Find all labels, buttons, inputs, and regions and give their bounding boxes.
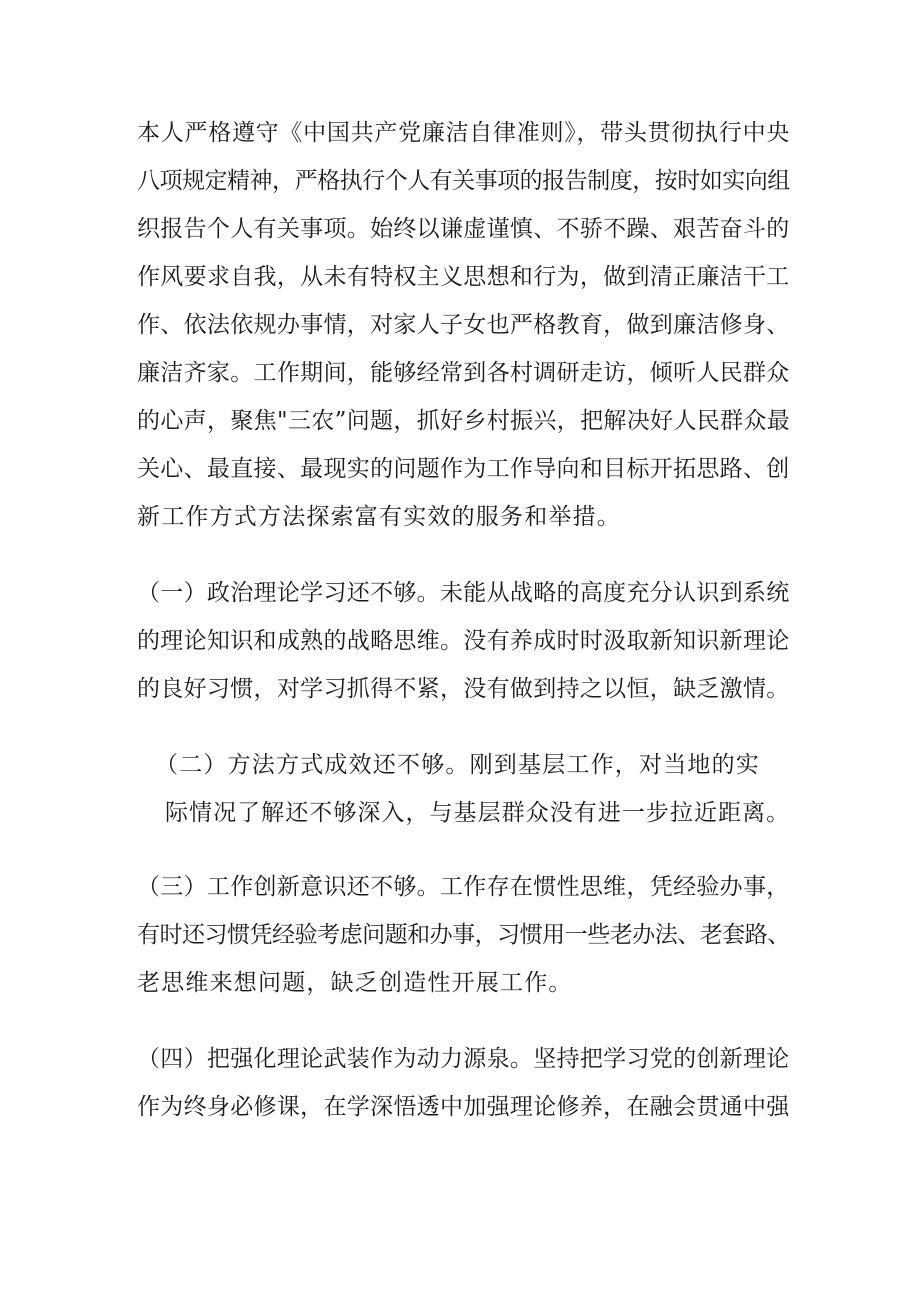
item-3-line: 老思维来想问题，缺乏创造性开展工作。	[137, 970, 573, 996]
item-1-line: （一）政治理论学习还不够。未能从战略的高度充分认识到系统	[137, 580, 790, 606]
paragraph-intro-line: 作、依法依规办事情，对家人子女也严格教育，做到廉洁修身、	[137, 312, 790, 338]
paragraph-intro-line: 新工作方式方法探索富有实效的服务和举措。	[137, 504, 621, 530]
item-4-line: （四）把强化理论武装作为动力源泉。坚持把学习党的创新理论	[137, 1046, 790, 1072]
item-2-line: （二）方法方式成效还不够。刚到基层工作，对当地的实	[155, 752, 760, 778]
item-3-line: （三）工作创新意识还不够。工作存在惯性思维，凭经验办事，	[137, 874, 790, 900]
item-3-line: 有时还习惯凭经验考虑问题和办事，习惯用一些老办法、老套路、	[137, 922, 790, 948]
item-2-line: 际情况了解还不够深入，与基层群众没有进一步拉近距离。	[165, 800, 791, 826]
item-4-line: 作为终身必修课，在学深悟透中加强理论修养，在融会贯通中强	[137, 1094, 790, 1120]
item-1-line: 的理论知识和成熟的战略思维。没有养成时时汲取新知识新理论	[137, 628, 790, 654]
item-1-line: 的良好习惯，对学习抓得不紧，没有做到持之以恒，缺乏激情。	[137, 676, 790, 702]
paragraph-intro-line: 作风要求自我，从未有特权主义思想和行为，做到清正廉洁干工	[137, 264, 790, 290]
paragraph-intro-line: 的心声，聚焦"三农”问题，抓好乡村振兴，把解决好人民群众最	[137, 408, 791, 434]
paragraph-intro-line: 本人严格遵守《中国共产党廉洁自律准则》，带头贯彻执行中央	[137, 120, 791, 146]
paragraph-intro-line: 关心、最直接、最现实的问题作为工作导向和目标开拓思路、创	[137, 456, 790, 482]
paragraph-intro-line: 八项规定精神，严格执行个人有关事项的报告制度，按时如实向组	[137, 168, 790, 194]
paragraph-intro-line: 织报告个人有关事项。始终以谦虚谨慎、不骄不躁、艰苦奋斗的	[137, 216, 790, 242]
paragraph-intro-line: 廉洁齐家。工作期间，能够经常到各村调研走访，倾听人民群众	[137, 360, 790, 386]
